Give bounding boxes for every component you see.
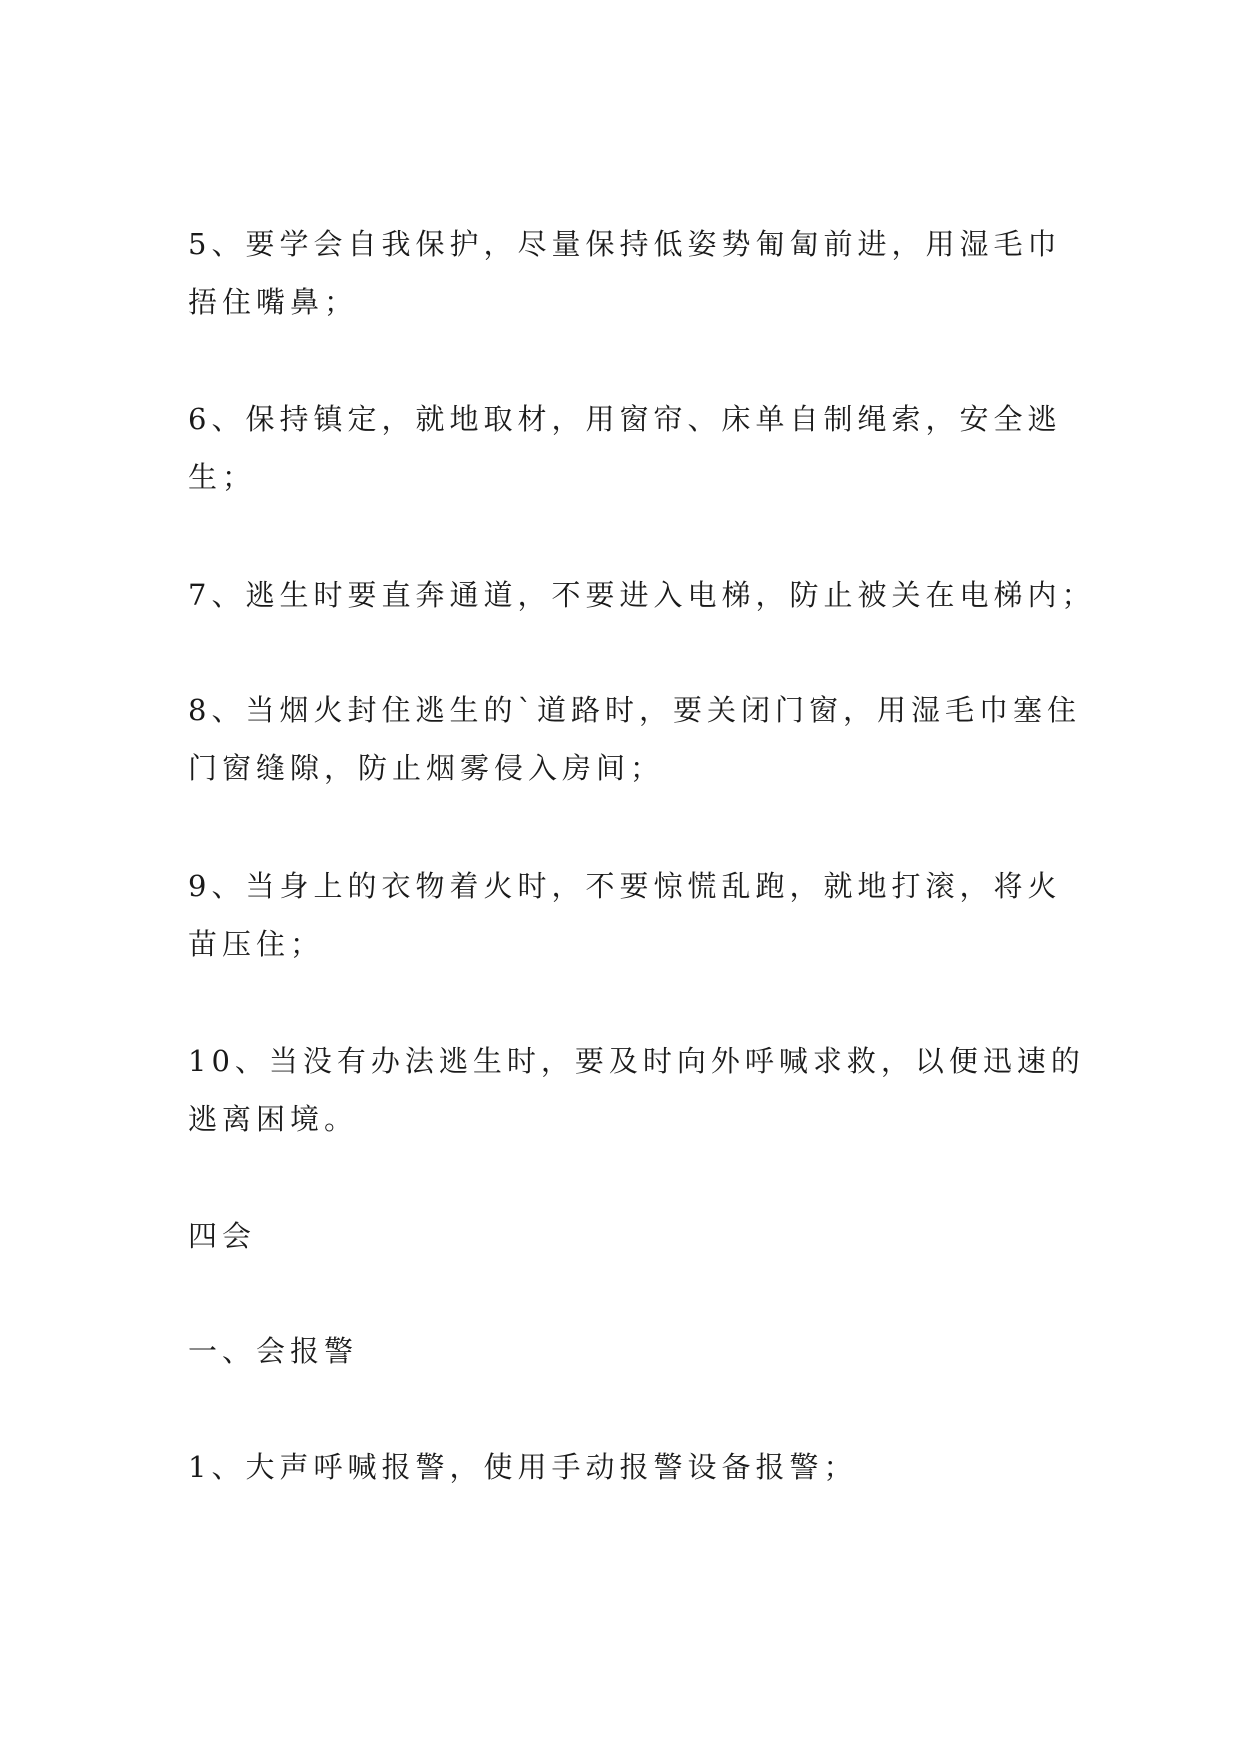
paragraph-line: 逃离困境。 (188, 1102, 359, 1136)
paragraph-line: 苗压住； (188, 927, 325, 961)
paragraph-line: 5、要学会自我保护，尽量保持低姿势匍匐前进，用湿毛巾 (188, 227, 1062, 261)
paragraph-line: 捂住嘴鼻； (188, 285, 359, 319)
paragraph-line: 8、当烟火封住逃生的`道路时，要关闭门窗，用湿毛巾塞住 (188, 693, 1081, 727)
subsection-heading: 一、会报警 (188, 1334, 359, 1368)
paragraph-item-10 (188, 1032, 1085, 1148)
paragraph-line: 门窗缝隙，防止烟雾侵入房间； (188, 751, 665, 785)
paragraph-item-7 (188, 566, 1096, 624)
paragraph-item-9 (188, 857, 1068, 973)
paragraph-line: 生； (188, 460, 257, 494)
paragraph-item-5 (188, 215, 1068, 331)
paragraph-line: 7、逃生时要直奔通道，不要进入电梯，防止被关在电梯内； (188, 578, 1096, 612)
paragraph-line: 6、保持镇定，就地取材，用窗帘、床单自制绳索，安全逃 (188, 402, 1062, 436)
paragraph-item-8 (188, 681, 1081, 797)
paragraph-item-6 (188, 390, 1068, 506)
paragraph-line: 9、当身上的衣物着火时，不要惊慌乱跑，就地打滚，将火 (188, 869, 1062, 903)
section-heading: 四会 (188, 1219, 257, 1253)
paragraph-line: 10、当没有办法逃生时，要及时向外呼喊求救，以便迅速的 (188, 1044, 1085, 1078)
subitem-1: 1、大声呼喊报警，使用手动报警设备报警； (188, 1450, 858, 1484)
